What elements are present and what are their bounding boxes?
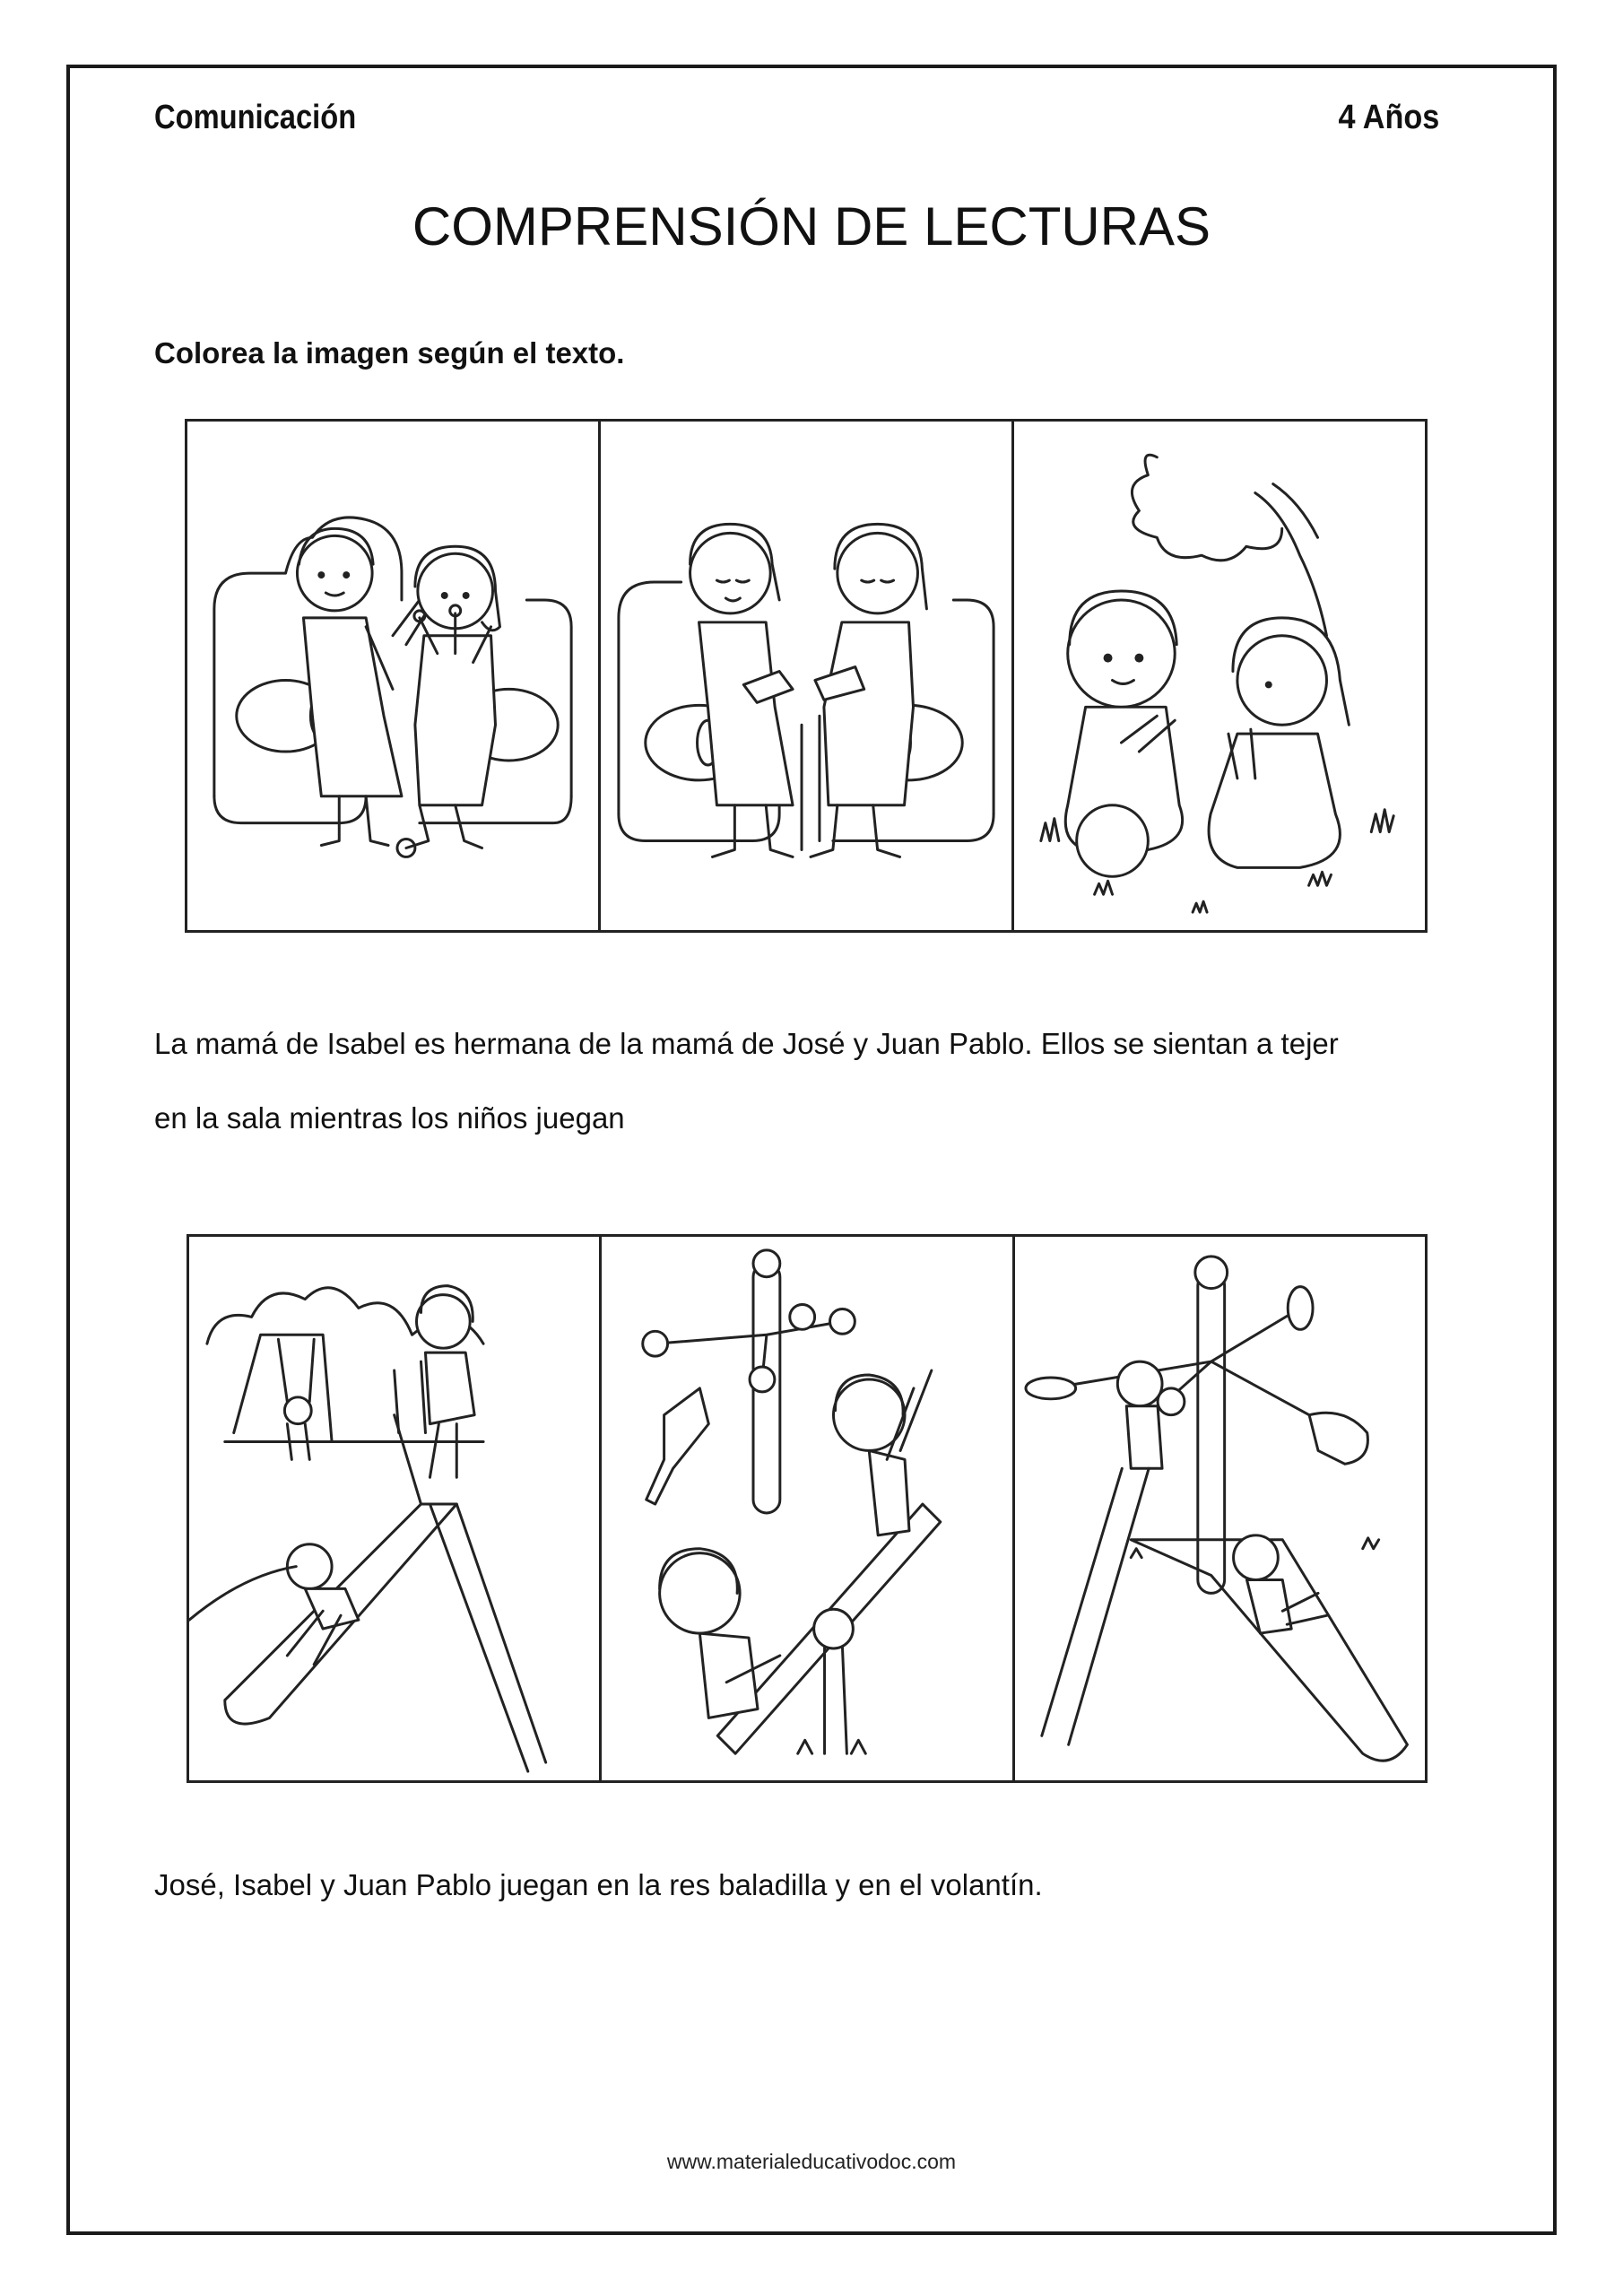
story-1-line-1: La mamá de Isabel es hermana de la mamá de José y Juan Pablo. Ellos se sientan a tejer <box>154 1027 1339 1060</box>
seesaw-merry-go-round-illustration[interactable] <box>602 1237 1014 1780</box>
playground-slide-swing-illustration[interactable] <box>189 1237 602 1780</box>
illustration-strip-2 <box>187 1234 1428 1783</box>
website-footer: www.materialeducativodoc.com <box>666 2150 957 2173</box>
story-1-line-2: en la sala mientras los niños juegan <box>154 1101 625 1135</box>
page-title: COMPRENSIÓN DE LECTURAS <box>412 196 1211 257</box>
story-text-2 <box>154 1848 1499 1922</box>
story-2-line-1: José, Isabel y Juan Pablo juegan en la res baladilla y en el volantín. <box>154 1868 1043 1901</box>
illustration-strip-1 <box>185 419 1428 933</box>
age-label: 4 Años <box>1338 99 1439 136</box>
women-knitting-outdoors-illustration[interactable] <box>1014 422 1425 930</box>
women-knitting-armchairs-illustration[interactable] <box>187 422 601 930</box>
story-text-1 <box>154 1006 1499 1155</box>
instruction-text: Colorea la imagen según el texto. <box>154 336 625 370</box>
subject-label: Comunicación <box>154 99 357 136</box>
women-reading-armchairs-illustration[interactable] <box>601 422 1014 930</box>
slide-merry-go-round-illustration[interactable] <box>1015 1237 1425 1780</box>
